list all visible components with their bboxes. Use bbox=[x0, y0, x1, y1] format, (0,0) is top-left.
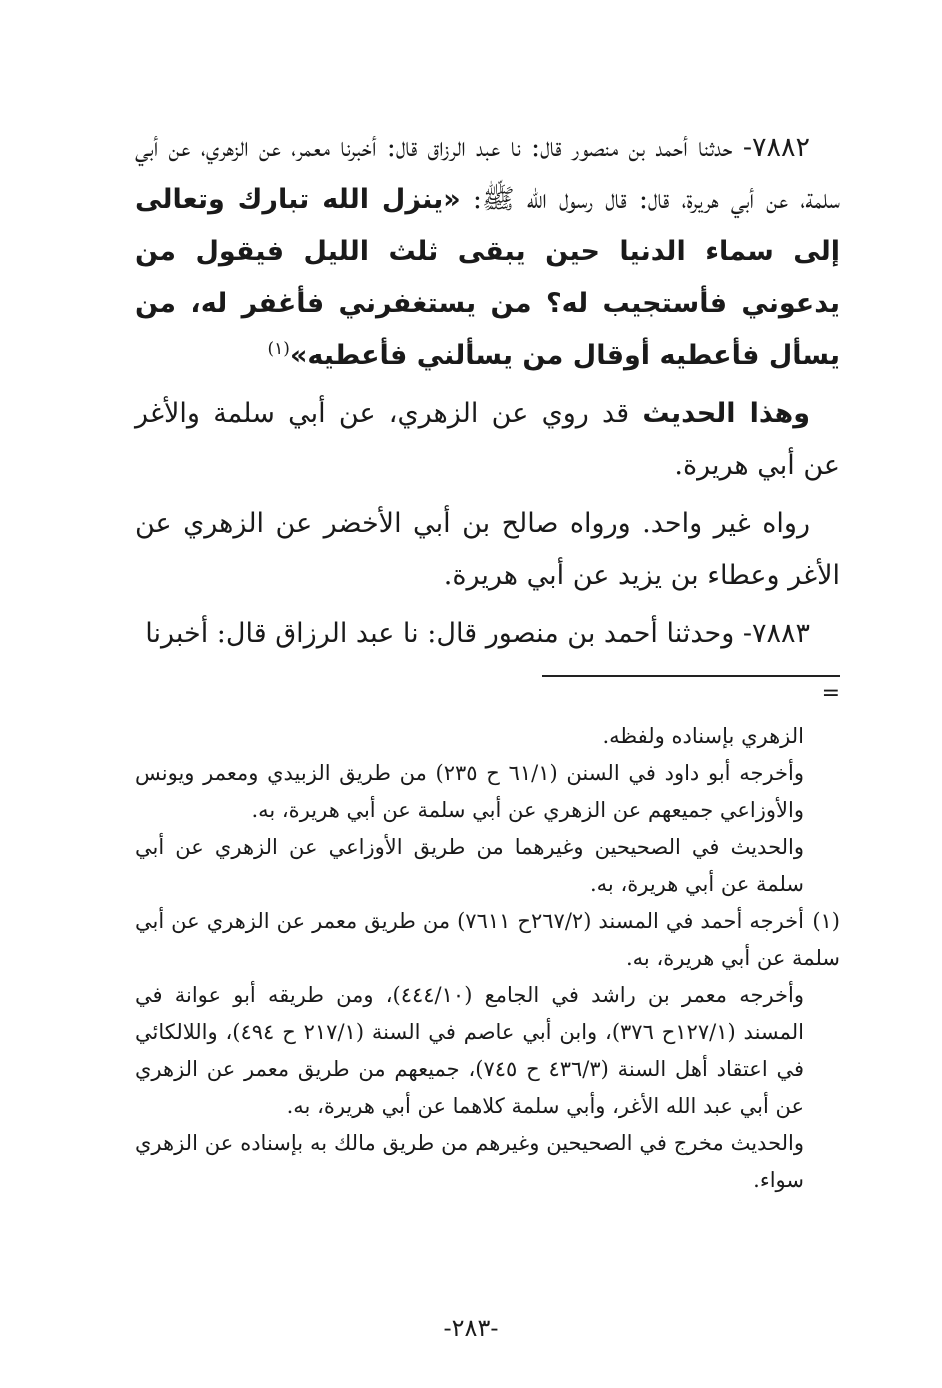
footnote-separator bbox=[542, 675, 840, 677]
narration-paragraph bbox=[135, 498, 840, 602]
footnote-1 bbox=[135, 903, 840, 977]
isnad-text: ٧٨٨٢- حدثنا أحمد بن منصور قال: نا عبد الرزاق قال: أخبرنا معمر، عن الزهري، عن أبي سلمة، عن أبي هريرة، قال: قال رسول الله ﷺ: bbox=[135, 132, 840, 215]
footnote-line: وأخرجه معمر بن راشد في الجامع (٤٤٤/١٠)، ومن طريقه أبو عوانة في المسند (١٢٧/١ح ٣٧٦)، وابن أبي عاصم في السنة (٢١٧/١ ح ٤٩٤)، واللالكائي في اعتقاد أهل السنة (٤٣٦/٣ ح ٧٤٥)، جميعهم من طريق معمر عن الزهري عن أبي عبد الله الأغر، وأبي سلمة كلاهما عن أبي هريرة، به. bbox=[135, 983, 805, 1118]
footnote-line: وأخرجه أبو داود في السنن (٦١/١ ح ٢٣٥) من طريق الزبيدي ومعمر ويونس والأوزاعي جميعهم عن الزهري عن أبي سلمة عن أبي هريرة، به. bbox=[135, 761, 804, 822]
hadith-matn: «ينزل الله تبارك وتعالى إلى سماء الدنيا حين يبقى ثلث الليل فيقول من يدعوني فأستجيب له؟ من يستغفرني فأغفر له، من يسأل فأعطيه أوقال من يسألني فأعطيه» bbox=[135, 184, 840, 371]
footnote-line: الزهري بإسناده ولفظه. bbox=[602, 724, 804, 748]
commentary-lead: وهذا الحديث bbox=[642, 398, 810, 429]
main-text bbox=[135, 122, 840, 666]
footnote-line: والحديث مخرج في الصحيحين وغيرهم من طريق مالك به بإسناده عن الزهري سواء. bbox=[135, 1131, 804, 1192]
commentary-paragraph bbox=[135, 388, 840, 492]
footnote-number: (١) bbox=[812, 909, 840, 933]
isnad-text: ٧٨٨٣- وحدثنا أحمد بن منصور قال: نا عبد الرزاق قال: أخبرنا bbox=[145, 618, 810, 649]
footnote-continuation-mark: = bbox=[821, 681, 840, 706]
hadith-7883-paragraph bbox=[135, 608, 840, 660]
page-number: -٢٨٣- bbox=[443, 1314, 499, 1342]
footnote-text: أخرجه أحمد في المسند (٢٦٧/٢ح ٧٦١١) من طريق معمر عن الزهري عن أبي سلمة عن أبي هريرة، به. bbox=[135, 909, 840, 970]
footnote-ref-1[interactable]: (١) bbox=[267, 339, 290, 359]
commentary-text: قد روي عن الزهري، عن أبي سلمة والأغر عن أبي هريرة. bbox=[135, 398, 840, 481]
hadith-7882-paragraph bbox=[135, 122, 840, 382]
footnotes bbox=[135, 718, 840, 1199]
narration-text: رواه غير واحد. ورواه صالح بن أبي الأخضر عن الزهري عن الأغر وعطاء بن يزيد عن أبي هريرة. bbox=[135, 508, 840, 591]
footnote-line: والحديث في الصحيحين وغيرهما من طريق الأوزاعي عن الزهري عن أبي سلمة عن أبي هريرة، به. bbox=[135, 835, 804, 896]
